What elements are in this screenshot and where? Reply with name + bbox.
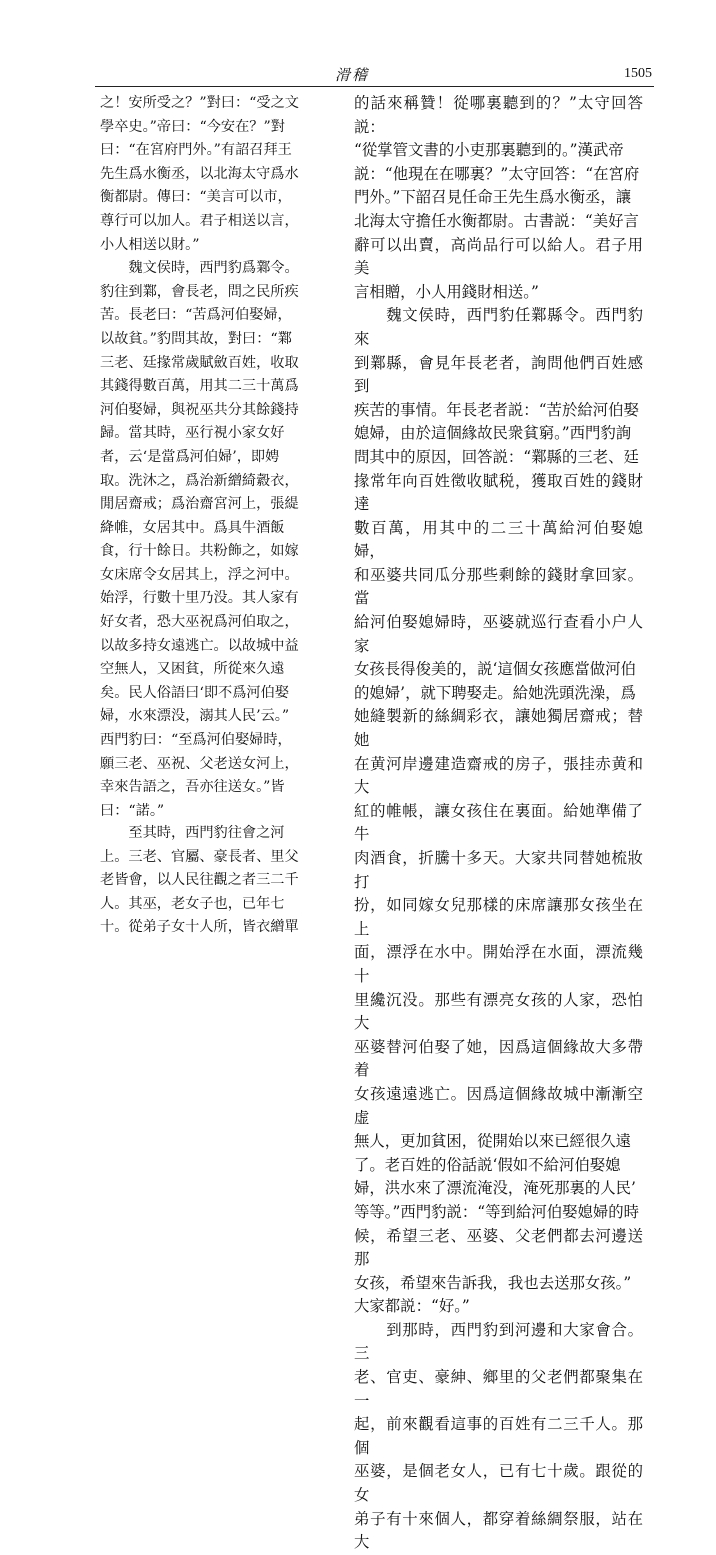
page-header [0,0,716,90]
left-paragraph-1: 之！安所受之？”對曰：“受之文 學卒史。”帝曰：“今安在？”對 曰：“在宮府門外。”有詔召拜王 先生爲水衡丞，以北海太守爲水 衡都尉。傳曰：“美言可以市， 尊行可以加人。君子相送以言， 小人相送以財。” [100,95,299,253]
right-paragraph-1: 的話來稱贊！從哪裏聽到的？”太守回答説： “從掌管文書的小吏那裏聽到的。”漢武帝 説：“他現在在哪裏？”太守回答：“在宮府 門外。”下韶召見任命王先生爲水衡丞，讓 北海太守擔任水衡都尉。古書説：“美好言 辭可以出賣，高尚品行可以給人。君子用美 言相贈，小人用錢財相送。” [354,94,643,301]
left-paragraph-2: 魏文侯時，西門豹爲鄴令。 豹往到鄴，會長老，問之民所疾 苦。長老曰：“苦爲河伯娶婦， 以故貧。”豹問其故，對曰：“鄴 三老、廷掾常歲賦斂百姓，收取 其錢得數百萬，用其二三十萬爲 河伯娶婦，與祝巫共分其餘錢持 歸。當其時，巫行視小家女好 者，云‘是當爲河伯婦’，即娉 取。洗沐之，爲治新繒綺縠衣， 閒居齋戒；爲治齋宮河上，張緹 絳帷，女居其中。爲具牛酒飯 食，行十餘日。共粉飾之，如嫁 女床席令女居其上，浮之河中。 始浮，行數十里乃没。其人家有 好女者，恐大巫祝爲河伯取之， 以故多持女遠逃亡。以故城中益 空無人，又困貧，所從來久遠 矣。民人俗語曰‘即不爲河伯娶 婦，水來漂没，溺其人民’云。” 西門豹曰：“至爲河伯娶婦時， 願三老、巫祝、父老送女河上， 幸來告語之，吾亦往送女。”皆 曰：“諾。” [100,260,299,819]
left-column-classical-text [100,92,313,823]
page-number: 1505 [624,66,652,81]
right-paragraph-2: 魏文侯時，西門豹任鄴縣令。西門豹來 到鄴縣，會見年長老者，詢問他們百姓感到 疾苦的事情。年長老者説：“苦於給河伯娶 媳婦，由於這個緣故民衆貧窮。”西門豹詢 問其中的原因，回答説：“鄴縣的三老、廷 掾常年向百姓徵收賦税，獲取百姓的錢財達 數百萬，用其中的二三十萬給河伯娶媳婦， 和巫婆共同瓜分那些剩餘的錢財拿回家。當 給河伯娶媳婦時，巫婆就巡行查看小户人家 女孩長得俊美的，説‘這個女孩應當做河伯 的媳婦’，就下聘娶走。給她洗頭洗澡，爲 她縫製新的絲綢彩衣，讓她獨居齋戒；替她 在黄河岸邊建造齋戒的房子，張挂赤黄和大 紅的帷帳，讓女孩住在裏面。給她準備了牛 肉酒食，折騰十多天。大家共同替她梳妝打 扮，如同嫁女兒那樣的床席讓那女孩坐在上 面，漂浮在水中。開始浮在水面，漂流幾十 里纔沉没。那些有漂亮女孩的人家，恐怕大 巫婆替河伯娶了她，因爲這個緣故大多帶着 女孩遠遠逃亡。因爲這個緣故城中漸漸空虚 無人，更加貧困，從開始以來已經很久遠 了。老百姓的俗話説‘假如不給河伯娶媳 婦，洪水來了漂流淹没，淹死那裏的人民’ 等等。”西門豹説：“等到給河伯娶媳婦的時 候，希望三老、巫婆、父老們都去河邊送那 女孩，希望來告訴我，我也去送那女孩。” 大家都説：“好。” [354,306,643,1316]
left-paragraph-3: 至其時，西門豹往會之河 上。三老、官屬、豪長者、里父 老皆會，以人民往觀之者三二千 人。其巫，老女子也，已年七 十。從弟子女十人所，皆衣繒單 [100,825,299,936]
right-column-translation [354,92,643,1555]
running-title: 滑稽 [335,66,370,84]
header-rule [95,86,654,87]
left-column-lower-block [100,822,313,940]
right-paragraph-3: 到那時，西門豹到河邊和大家會合。三 老、官吏、豪紳、鄉里的父老們都聚集在一 起，前來觀看這事的百姓有二三千人。那個 巫婆，是個老女人，已有七十歲。跟從的女 弟子有十來個人，都穿着絲綢祭服，站在大 [354,1320,643,1552]
